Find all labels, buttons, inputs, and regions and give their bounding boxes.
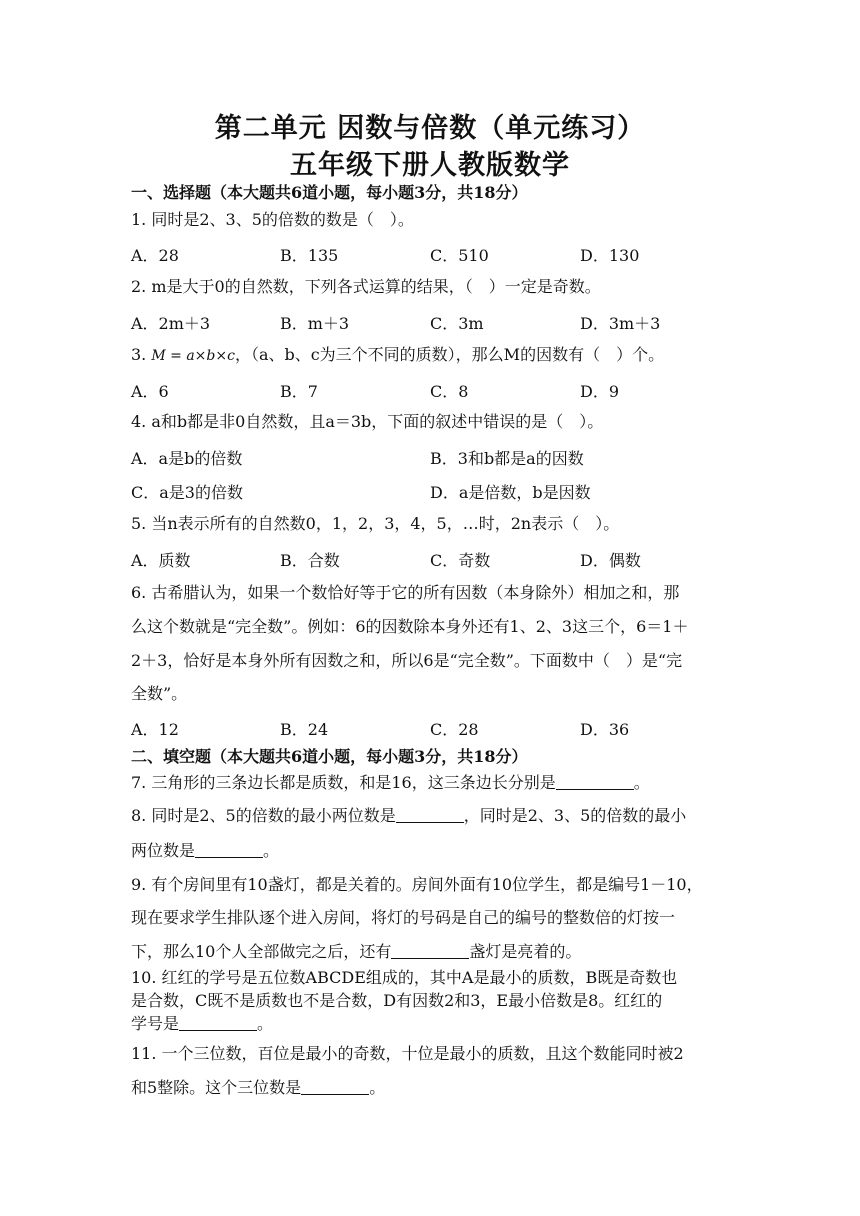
- question-7: [131, 772, 650, 794]
- question-6-line-3: 2＋3，恰好是本身外所有因数之和，所以6是“完全数”。下面数中（ ）是“完: [131, 651, 683, 670]
- question-8-line-1: [131, 805, 686, 827]
- question-8-line-2: [131, 840, 279, 862]
- question-3-option-b: B．7: [280, 382, 318, 401]
- question-10-end: 。: [257, 1014, 274, 1033]
- question-3-rest: ，（a、b、c为三个不同的质数），那么M的因数有（ ）个。: [234, 345, 665, 364]
- question-1-option-d: D．130: [580, 246, 640, 265]
- question-6-option-c: C．28: [430, 720, 479, 739]
- section-fill-heading: 二、填空题（本大题共6道小题，每小题3分，共18分）: [131, 747, 528, 766]
- section-choice-heading: 一、选择题（本大题共6道小题，每小题3分，共18分）: [131, 183, 528, 202]
- page-title: 第二单元 因数与倍数（单元练习）: [214, 113, 646, 144]
- question-5-option-b: B．合数: [280, 551, 340, 570]
- question-5-option-d: D．偶数: [580, 551, 641, 570]
- question-3-option-a: A．6: [131, 382, 169, 401]
- question-7-end: 。: [633, 773, 650, 792]
- question-1-option-a: A．28: [131, 246, 179, 265]
- question-11-blank[interactable]: [301, 1078, 369, 1095]
- question-5-option-a: A．质数: [131, 551, 191, 570]
- question-3-formula: M = a×b×c: [151, 348, 235, 364]
- question-8-line-2-text: 两位数是: [131, 841, 196, 860]
- question-4-option-c: C．a是3的倍数: [131, 483, 243, 502]
- question-9-end: 盏灯是亮着的。: [469, 942, 582, 961]
- question-8-mid: ，同时是2、3、5的倍数的最小: [463, 806, 687, 825]
- question-11-line-2-text: 和5整除。这个三位数是: [131, 1078, 302, 1097]
- question-10-line-2: 是合数，C既不是质数也不是合数，D有因数2和3，E最小倍数是8。红红的: [131, 991, 663, 1010]
- question-9-line-1: 9. 有个房间里有10盏灯，都是关着的。房间外面有10位学生，都是编号1－10，: [131, 875, 703, 894]
- question-11-line-1: 11. 一个三位数，百位是最小的奇数，十位是最小的质数，且这个数能同时被2: [131, 1044, 684, 1063]
- question-8-text: 8. 同时是2、5的倍数的最小两位数是: [131, 806, 396, 825]
- question-4-option-b: B．3和b都是a的因数: [430, 449, 584, 468]
- question-8-blank-1[interactable]: [396, 806, 464, 823]
- question-2-option-b: B．m＋3: [280, 314, 350, 333]
- question-8-end: 。: [263, 841, 280, 860]
- question-10-line-3-text: 学号是: [131, 1014, 180, 1033]
- question-11-line-2: [131, 1077, 385, 1099]
- question-5-option-c: C．奇数: [430, 551, 491, 570]
- question-4-option-a: A．a是b的倍数: [131, 449, 243, 468]
- question-2-stem: 2. m是大于0的自然数，下列各式运算的结果，（ ）一定是奇数。: [131, 277, 601, 296]
- question-6-line-1: 6. 古希腊认为，如果一个数恰好等于它的所有因数（本身除外）相加之和，那: [131, 583, 680, 602]
- question-6-option-b: B．24: [280, 720, 329, 739]
- question-6-line-2: 么这个数就是“完全数”。例如：6的因数除本身外还有1、2、3这三个，6＝1＋: [131, 617, 689, 636]
- question-3-option-d: D．9: [580, 382, 620, 401]
- question-9-line-3: [131, 941, 581, 963]
- page-subtitle: 五年级下册人教版数学: [290, 150, 570, 181]
- question-2-option-d: D．3m＋3: [580, 314, 661, 333]
- question-1-option-c: C．510: [430, 246, 489, 265]
- question-9-line-2: 现在要求学生排队逐个进入房间，将灯的号码是自己的编号的整数倍的灯按一: [131, 908, 676, 927]
- question-4-stem: 4. a和b都是非0自然数，且a＝3b，下面的叙述中错误的是（ ）。: [131, 412, 604, 431]
- question-9-line-3-text: 下，那么10个人全部做完之后，还有: [131, 942, 392, 961]
- question-7-blank[interactable]: [556, 773, 634, 790]
- question-6-option-a: A．12: [131, 720, 179, 739]
- question-2-option-c: C．3m: [430, 314, 484, 333]
- question-9-blank[interactable]: [391, 942, 469, 959]
- question-3-stem: [131, 344, 664, 367]
- question-4-option-d: D．a是倍数，b是因数: [430, 483, 591, 502]
- question-1-stem: 1. 同时是2、3、5的倍数的数是（ ）。: [131, 210, 414, 229]
- question-11-end: 。: [369, 1078, 386, 1097]
- question-8-blank-2[interactable]: [195, 841, 263, 858]
- question-6-line-4: 全数”。: [131, 684, 188, 703]
- question-10-line-1: 10. 红红的学号是五位数ABCDE组成的，其中A是最小的质数，B既是奇数也: [131, 968, 678, 987]
- question-10-line-3: [131, 1013, 273, 1035]
- question-10-blank[interactable]: [179, 1014, 257, 1031]
- question-3-number: 3.: [131, 345, 152, 364]
- question-5-stem: 5. 当n表示所有的自然数0，1，2，3，4，5，…时，2n表示（ ）。: [131, 514, 620, 533]
- question-1-option-b: B．135: [280, 246, 339, 265]
- question-7-text: 7. 三角形的三条边长都是质数，和是16，这三条边长分别是: [131, 773, 556, 792]
- question-3-option-c: C．8: [430, 382, 469, 401]
- question-2-option-a: A．2m＋3: [131, 314, 211, 333]
- question-6-option-d: D．36: [580, 720, 630, 739]
